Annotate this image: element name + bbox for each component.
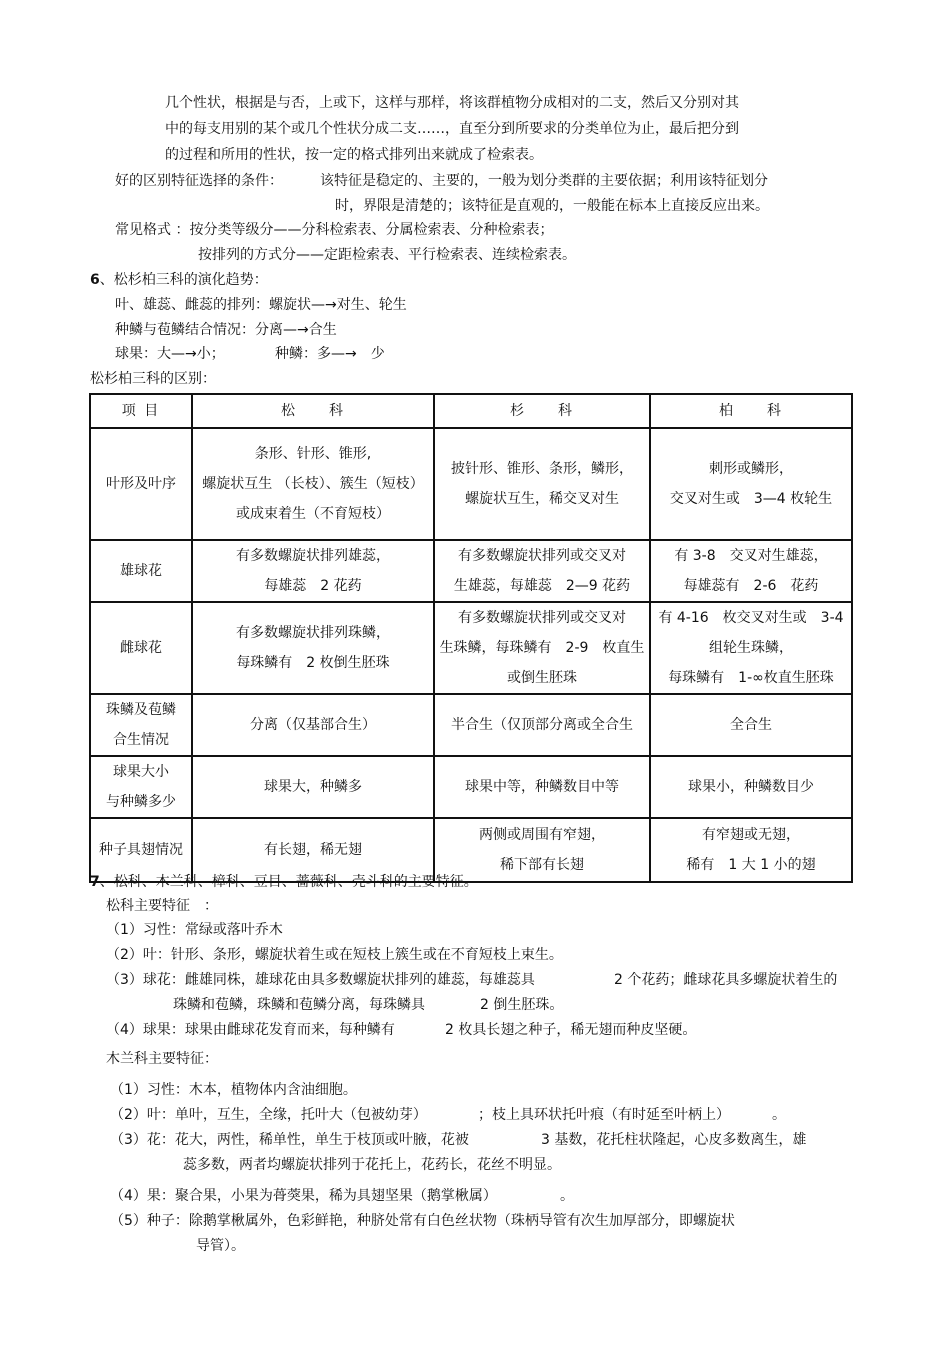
pine-feature-4b: 2 枚具长翅之种子，稀无翅而种皮坚硬。 bbox=[445, 1022, 697, 1038]
table-title: 松杉柏三科的区别： bbox=[90, 371, 216, 387]
table-row bbox=[90, 602, 852, 694]
cell-text-line: 有窄翅或无翅， bbox=[702, 827, 800, 843]
cell-cypress bbox=[650, 540, 852, 602]
cell-pine bbox=[192, 602, 434, 694]
cell-text-line: 螺旋状互生，稀交叉对生 bbox=[465, 491, 619, 507]
cell-text-line: 球果大小 bbox=[113, 764, 169, 780]
section-6-number: 6 bbox=[90, 272, 100, 288]
condition-label: 好的区别特征选择的条件： bbox=[115, 173, 283, 189]
cell-text-line: 稀下部有长翅 bbox=[500, 857, 584, 873]
cell-fir bbox=[434, 428, 650, 540]
cell-text-line: 种子具翅情况 bbox=[99, 842, 183, 858]
cell-text-line: 与种鳞多少 bbox=[106, 794, 176, 810]
cell-text-line: 螺旋状互生 （长枝）、簇生（短枝） bbox=[202, 476, 424, 492]
table-header-row bbox=[90, 394, 852, 428]
cell-text-line: 合生情况 bbox=[113, 732, 169, 748]
trend-line-3a: 球果：大—→小； bbox=[115, 346, 225, 362]
cell-text-line: 每雄蕊 2 花药 bbox=[264, 578, 362, 594]
cell-text-line: 刺形或鳞形， bbox=[709, 461, 793, 477]
cell-text-line: 稀有 1 大 1 小的翅 bbox=[686, 857, 816, 873]
table-row bbox=[90, 428, 852, 540]
magnolia-feature-4a: （4）果：聚合果，小果为蓇葖果，稀为具翅坚果（鹅掌楸属） bbox=[110, 1188, 497, 1204]
cell-fir bbox=[434, 694, 650, 756]
header-cypress: 柏 科 bbox=[650, 394, 852, 428]
cell-text-line: 球果小，种鳞数目少 bbox=[688, 779, 814, 795]
cell-text-line: 组轮生珠鳞， bbox=[709, 640, 793, 656]
trend-line-3b: 种鳞：多—→ 少 bbox=[275, 346, 385, 362]
cell-text-line: 每珠鳞有 1-∞枚直生胚珠 bbox=[668, 670, 834, 686]
cell-fir bbox=[434, 756, 650, 818]
trend-line-1: 叶、雄蕊、雌蕊的排列：螺旋状—→对生、轮生 bbox=[115, 297, 407, 313]
cell-pine bbox=[192, 694, 434, 756]
cell-pine bbox=[192, 428, 434, 540]
cell-item bbox=[90, 602, 192, 694]
cell-cypress bbox=[650, 756, 852, 818]
section-6-heading bbox=[90, 270, 268, 290]
intro-paragraph-line-3: 的过程和所用的性状，按一定的格式排列出来就成了检索表。 bbox=[165, 147, 543, 163]
header-fir: 杉 科 bbox=[434, 394, 650, 428]
cell-text-line: 雄球花 bbox=[120, 563, 162, 579]
section-7-title: 、松科、木兰科、樟科、豆目、蔷薇科、壳斗科的主要特征。 bbox=[99, 874, 478, 890]
cell-fir bbox=[434, 540, 650, 602]
magnolia-feature-3c: 蕊多数，两者均螺旋状排列于花托上，花药长，花丝不明显。 bbox=[183, 1157, 561, 1173]
format-line-2: 按排列的方式分——定距检索表、平行检索表、连续检索表。 bbox=[198, 247, 576, 263]
cell-pine bbox=[192, 756, 434, 818]
pine-feature-3b: 2 个花药；雌球花具多螺旋状着生的 bbox=[614, 972, 838, 988]
cell-text-line: 有多数螺旋状排列雄蕊， bbox=[236, 548, 390, 564]
section-7-heading bbox=[90, 872, 478, 892]
magnolia-feature-2c: 。 bbox=[772, 1107, 786, 1123]
cell-text-line: 有 3-8 交叉对生雄蕊， bbox=[674, 548, 828, 564]
cell-item bbox=[90, 540, 192, 602]
magnolia-feature-3b: 3 基数，花托柱状隆起，心皮多数离生，雄 bbox=[541, 1132, 807, 1148]
section-7-number: 7 bbox=[90, 874, 100, 890]
pine-feature-3d: 2 倒生胚珠。 bbox=[480, 997, 564, 1013]
magnolia-feature-5a: （5）种子：除鹅掌楸属外，色彩鲜艳，种脐处常有白色丝状物（珠柄导管有次生加厚部分，即螺旋状 bbox=[110, 1213, 735, 1229]
pine-feature-3c: 珠鳞和苞鳞，珠鳞和苞鳞分离，每珠鳞具 bbox=[173, 997, 425, 1013]
cell-item bbox=[90, 428, 192, 540]
cell-text-line: 两侧或周围有窄翅， bbox=[479, 827, 605, 843]
cell-text-line: 雌球花 bbox=[120, 640, 162, 656]
cell-cypress bbox=[650, 428, 852, 540]
cell-text-line: 半合生（仅顶部分离或全合生 bbox=[451, 717, 633, 733]
cell-text-line: 生雄蕊，每雄蕊 2—9 花药 bbox=[453, 578, 631, 594]
cell-text-line: 披针形、锥形、条形，鳞形， bbox=[451, 461, 633, 477]
magnolia-feature-3a: （3）花：花大，两性，稀单性，单生于枝顶或叶腋，花被 bbox=[110, 1132, 469, 1148]
cell-text-line: 或倒生胚珠 bbox=[507, 670, 577, 686]
section-6-title: 、松杉柏三科的演化趋势： bbox=[99, 272, 268, 288]
family-comparison-table bbox=[89, 393, 853, 883]
pine-feature-4a: （4）球果：球果由雌球花发育而来，每种鳞有 bbox=[106, 1022, 395, 1038]
table-row bbox=[90, 756, 852, 818]
cell-text-line: 条形、针形、锥形, bbox=[254, 446, 372, 462]
cell-cypress bbox=[650, 602, 852, 694]
pine-feature-1: （1）习性：常绿或落叶乔木 bbox=[106, 922, 283, 938]
cell-item bbox=[90, 756, 192, 818]
magnolia-feature-5b: 导管）。 bbox=[196, 1238, 245, 1254]
cell-text-line: 球果中等，种鳞数目中等 bbox=[465, 779, 619, 795]
cell-text-line: 或成束着生（不育短枝） bbox=[236, 506, 390, 522]
pine-feature-3a: （3）球花：雌雄同株，雄球花由具多数螺旋状排列的雄蕊，每雄蕊具 bbox=[106, 972, 535, 988]
cell-text-line: 有多数螺旋状排列珠鳞， bbox=[236, 625, 390, 641]
intro-paragraph-line-2: 中的每支用别的某个或几个性状分成二支……，直至分到所要求的分类单位为止，最后把分到 bbox=[165, 121, 739, 137]
cell-text-line: 交叉对生或 3—4 枚轮生 bbox=[669, 491, 833, 507]
pine-family-heading: 松科主要特征 ： bbox=[106, 898, 218, 914]
condition-text-1: 该特征是稳定的、主要的，一般为划分类群的主要依据；利用该特征划分 bbox=[320, 173, 768, 189]
header-pine: 松 科 bbox=[192, 394, 434, 428]
magnolia-feature-1: （1）习性：木本，植物体内含油细胞。 bbox=[110, 1082, 357, 1098]
pine-feature-2: （2）叶：针形、条形，螺旋状着生或在短枝上簇生或在不育短枝上束生。 bbox=[106, 947, 563, 963]
cell-pine bbox=[192, 540, 434, 602]
cell-item bbox=[90, 694, 192, 756]
cell-text-line: 每雄蕊有 2-6 花药 bbox=[683, 578, 819, 594]
cell-cypress bbox=[650, 818, 852, 882]
cell-text-line: 有多数螺旋状排列或交叉对 bbox=[458, 610, 626, 626]
table-row bbox=[90, 540, 852, 602]
table-row bbox=[90, 694, 852, 756]
cell-text-line: 有长翅，稀无翅 bbox=[264, 842, 362, 858]
cell-text-line: 珠鳞及苞鳞 bbox=[106, 702, 176, 718]
cell-cypress bbox=[650, 694, 852, 756]
magnolia-feature-2b: ；枝上具环状托叶痕（有时延至叶柄上） bbox=[478, 1107, 730, 1123]
cell-fir bbox=[434, 602, 650, 694]
cell-text-line: 每珠鳞有 2 枚倒生胚珠 bbox=[236, 655, 390, 671]
trend-line-2: 种鳞与苞鳞结合情况：分离—→合生 bbox=[115, 322, 337, 338]
cell-text-line: 全合生 bbox=[730, 717, 772, 733]
magnolia-feature-2a: （2）叶：单叶，互生，全缘，托叶大（包被幼芽） bbox=[110, 1107, 427, 1123]
condition-text-2: 时，界限是清楚的；该特征是直观的，一般能在标本上直接反应出来。 bbox=[335, 198, 769, 214]
intro-paragraph-line-1: 几个性状，根据是与否，上或下，这样与那样，将该群植物分成相对的二支，然后又分别对其 bbox=[165, 95, 739, 111]
header-item: 项 目 bbox=[90, 394, 192, 428]
cell-text-line: 叶形及叶序 bbox=[106, 476, 176, 492]
magnolia-family-heading: 木兰科主要特征： bbox=[106, 1051, 218, 1067]
format-line-1: 常见格式 ：按分类等级分——分科检索表、分属检索表、分种检索表； bbox=[115, 222, 554, 238]
cell-text-line: 有 4-16 枚交叉对生或 3-4 bbox=[658, 610, 844, 626]
cell-text-line: 有多数螺旋状排列或交叉对 bbox=[458, 548, 626, 564]
magnolia-feature-4b: 。 bbox=[560, 1188, 574, 1204]
cell-text-line: 分离（仅基部合生） bbox=[250, 717, 376, 733]
cell-text-line: 球果大，种鳞多 bbox=[264, 779, 362, 795]
cell-text-line: 生珠鳞，每珠鳞有 2-9 枚直生 bbox=[439, 640, 645, 656]
